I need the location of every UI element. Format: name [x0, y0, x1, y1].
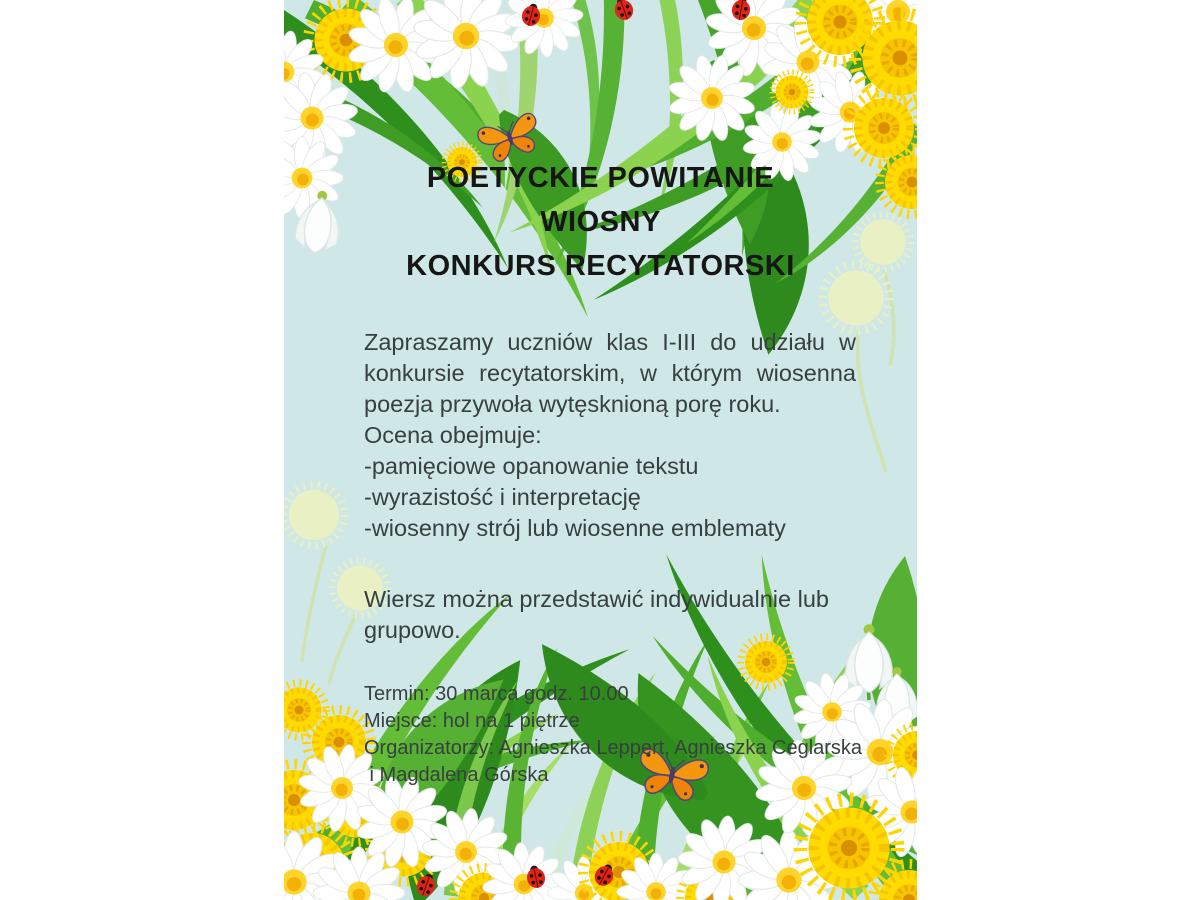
title-line-2: WIOSNY — [540, 206, 661, 238]
watermark-dandelion-icon — [284, 485, 344, 546]
criteria-item: -wyrazistość i interpretację — [364, 484, 641, 510]
detail-miejsce: Miejsce: hol na 1 piętrze — [364, 710, 580, 732]
note-paragraph: Wiersz można przedstawić indywidualnie lub grupowo. — [364, 586, 829, 643]
detail-termin: Termin: 30 marca godz. 10.00 — [364, 683, 629, 705]
criteria-item: -wiosenny strój lub wiosenne emblematy — [364, 515, 786, 541]
poster-title — [284, 156, 917, 288]
detail-organizatorzy: Organizatorzy: Agnieszka Leppert, Agnieszka Ceglarska — [364, 737, 863, 759]
title-line-1: POETYCKIE POWITANIE — [426, 162, 775, 194]
intro-paragraph: Zapraszamy uczniów klas I-III do udziału w konkursie recytatorskim, w którym wiosenna poezja przywoła wytęsknioną porę roku. — [364, 329, 856, 417]
spring-poster — [284, 0, 917, 900]
detail-organizatorzy-cont: i Magdalena Górska — [364, 764, 549, 786]
poster-body — [364, 327, 856, 646]
title-line-3: KONKURS RECYTATORSKI — [406, 250, 795, 282]
event-details — [364, 681, 916, 789]
criteria-heading: Ocena obejmuje: — [364, 422, 542, 448]
criteria-item: -pamięciowe opanowanie tekstu — [364, 453, 699, 479]
